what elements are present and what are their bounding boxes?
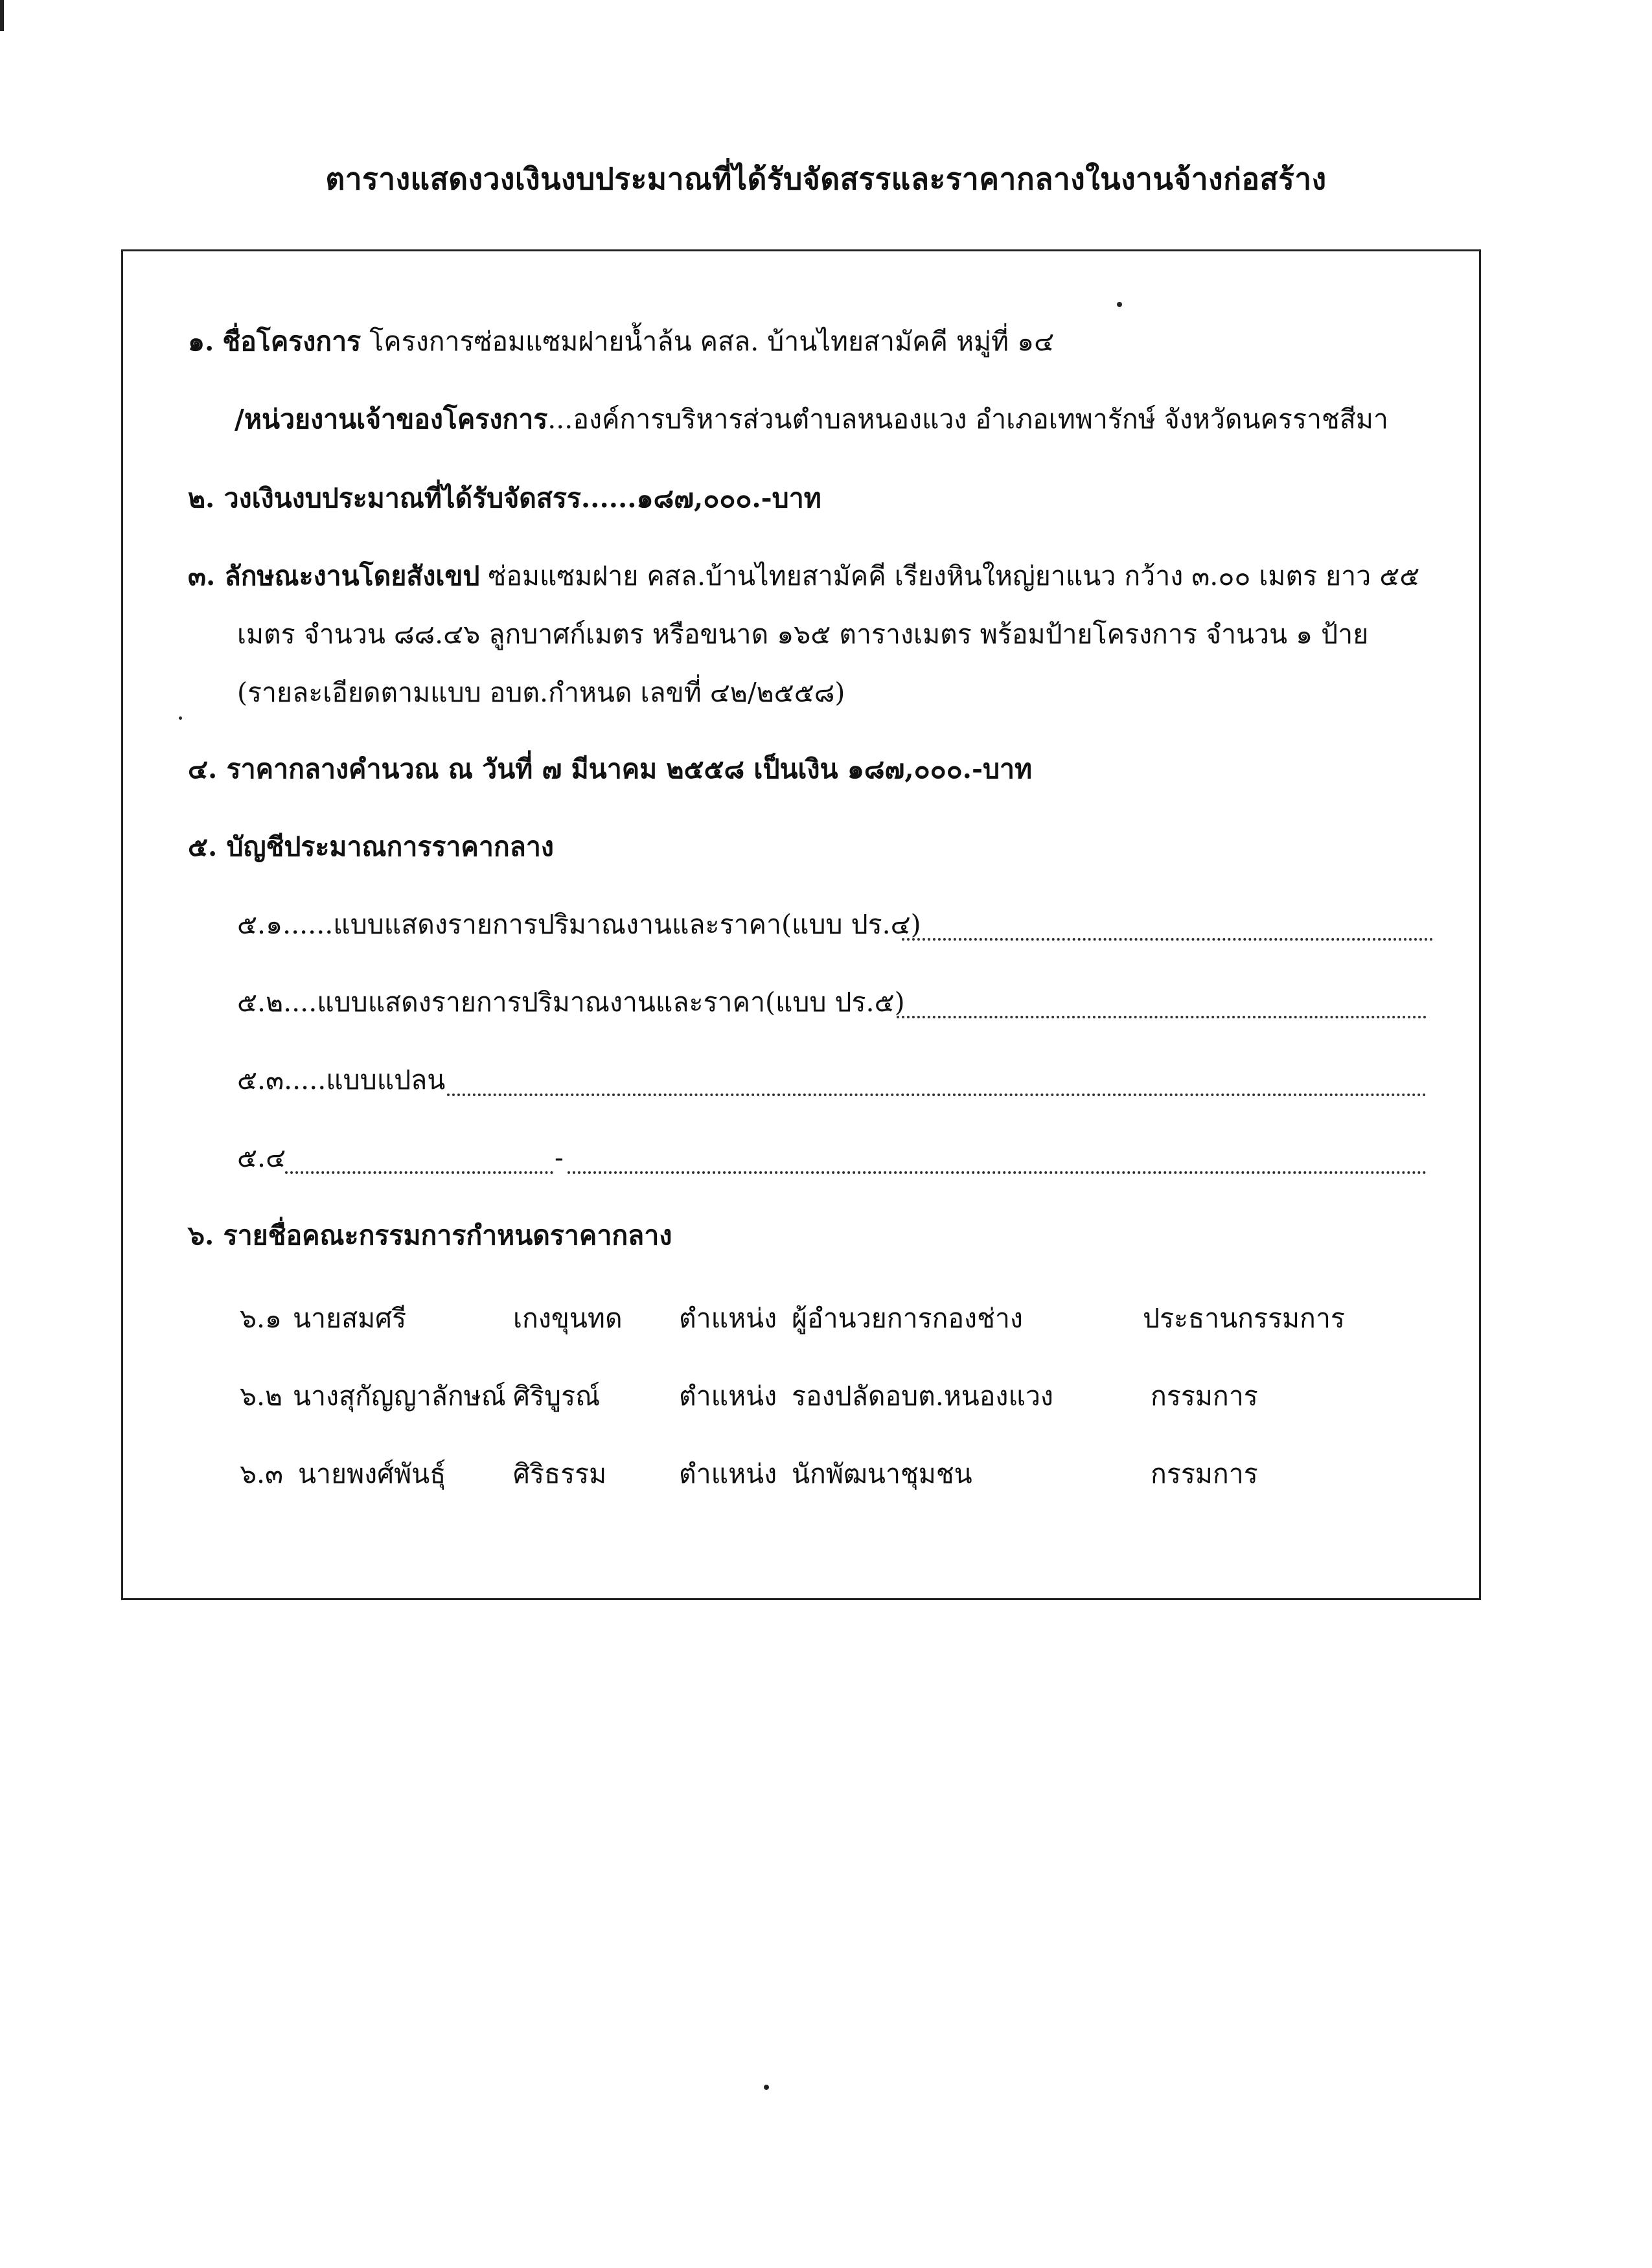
item5-sub-1: ๕.๑......แบบแสดงรายการปริมาณงานและราคา(แบบ ปร.๔) [237,909,921,940]
member-position: รองปลัดอบต.หนองแวง [792,1380,1053,1412]
member-role: กรรมการ [1151,1458,1258,1489]
member-position-label: ตำแหน่ง [679,1303,777,1334]
item1-line [188,326,1054,358]
member-number: ๖.๓ [240,1458,284,1489]
member-position: นักพัฒนาชุมชน [792,1458,972,1489]
item5-sub-2: ๕.๒....แบบแสดงรายการปริมาณงานและราคา(แบบ ปร.๕) [237,987,905,1018]
dotted-leader [447,1094,1427,1096]
item1-value: โครงการซ่อมแซมฝายน้ำล้น คสล. บ้านไทยสามัคคี หมู่ที่ ๑๔ [369,326,1055,357]
item5-heading: ๕. บัญชีประมาณการราคากลาง [188,831,554,862]
item5-sub-3: ๕.๓.....แบบแปลน [237,1064,446,1095]
dotted-leader [568,1171,1427,1174]
member-number: ๖.๑ [240,1303,282,1334]
item2-budget: ๒. วงเงินงบประมาณที่ได้รับจัดสรร......๑๘๗,๐๐๐.-บาท [188,483,821,514]
item6-heading: ๖. รายชื่อคณะกรรมการกำหนดราคากลาง [188,1220,672,1251]
scan-speck [1117,302,1122,307]
member-position-label: ตำแหน่ง [679,1380,777,1412]
item1-owner-label: /หน่วยงานเจ้าของโครงการ [235,404,548,435]
dotted-leader [285,1171,553,1174]
member-surname: ศิริธรรม [513,1458,607,1489]
item1-label: ชื่อโครงการ [222,326,361,357]
scan-edge-mark [0,0,4,31]
dotted-leader [902,938,1433,941]
dotted-leader [897,1016,1427,1018]
member-number: ๖.๒ [240,1380,283,1412]
item5-sub-4: ๕.๔ [237,1142,286,1173]
item5-sub-4-dash: - [555,1142,564,1173]
item3-line1 [188,560,1419,592]
member-position: ผู้อำนวยการกองช่าง [792,1303,1023,1334]
item1-owner-line [235,404,1388,435]
scan-speck [764,2085,769,2090]
member-surname: ศิริบูรณ์ [513,1380,601,1412]
member-name: นายสมศรี [293,1303,407,1334]
item3-label: ๓. ลักษณะงานโดยสังเขป [188,560,480,591]
member-role: ประธานกรรมการ [1143,1303,1345,1334]
member-surname: เกงขุนทด [513,1303,623,1334]
member-position-label: ตำแหน่ง [679,1458,777,1489]
member-role: กรรมการ [1151,1380,1258,1412]
item4-median-price: ๔. ราคากลางคำนวณ ณ วันที่ ๗ มีนาคม ๒๕๕๘ เป็นเงิน ๑๘๗,๐๐๐.-บาท [188,753,1033,785]
item3-line3: (รายละเอียดตามแบบ อบต.กำหนด เลขที่ ๔๒/๒๕๕๘) [237,677,845,708]
item3-line2: เมตร จำนวน ๘๘.๔๖ ลูกบาศก์เมตร หรือขนาด ๑๖๕ ตารางเมตร พร้อมป้ายโครงการ จำนวน ๑ ป้าย [237,619,1369,650]
member-name: นางสุกัญญาลักษณ์ [293,1380,506,1412]
item1-owner-value: ...องค์การบริหารส่วนตำบลหนองแวง อำเภอเทพารักษ์ จังหวัดนครราชสีมา [547,404,1388,435]
item3-text-1: ซ่อมแซมฝาย คสล.บ้านไทยสามัคคี เรียงหินใหญ่ยาแนว กว้าง ๓.๐๐ เมตร ยาว ๕๕ [488,560,1420,591]
member-name: นายพงศ์พันธุ์ [298,1458,446,1489]
page-title: ตารางแสดงวงเงินงบประมาณที่ได้รับจัดสรรและราคากลางในงานจ้างก่อสร้าง [325,161,1327,196]
scan-speck [179,716,182,720]
item1-number: ๑. [188,326,214,357]
